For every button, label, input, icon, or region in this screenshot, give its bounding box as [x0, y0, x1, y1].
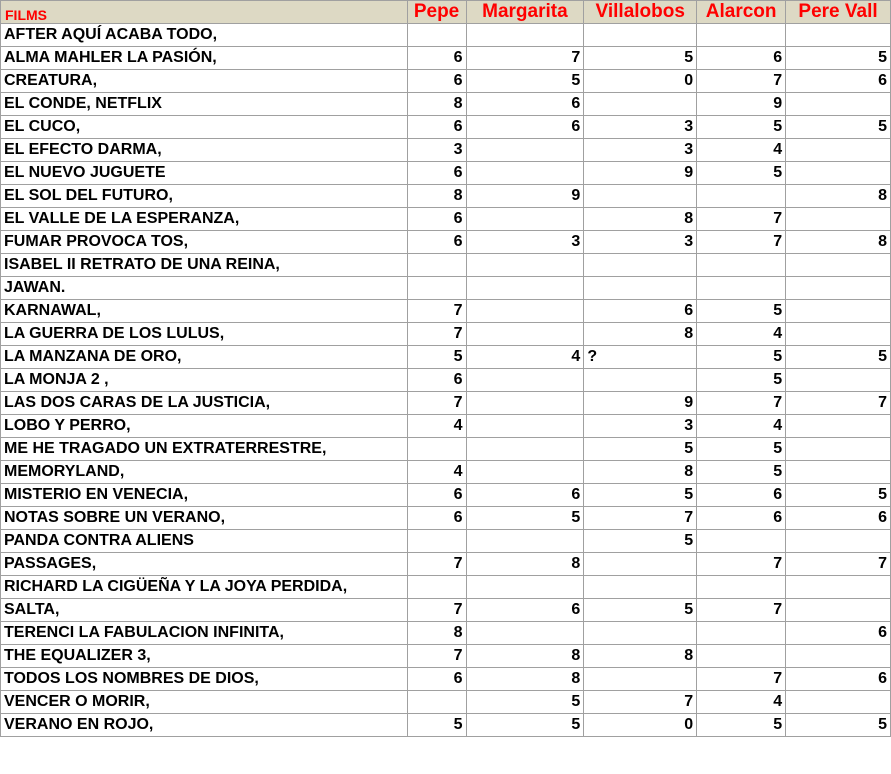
score-cell[interactable]: 7: [697, 231, 786, 254]
score-cell[interactable]: [466, 323, 584, 346]
score-cell[interactable]: 3: [407, 139, 466, 162]
film-title-cell[interactable]: PASSAGES,: [1, 553, 408, 576]
film-title-cell[interactable]: LOBO Y PERRO,: [1, 415, 408, 438]
critic-header-margarita[interactable]: Margarita: [466, 1, 584, 24]
score-cell[interactable]: 6: [786, 668, 891, 691]
score-cell[interactable]: 9: [466, 185, 584, 208]
score-cell[interactable]: [407, 576, 466, 599]
table-row: [1, 185, 891, 208]
film-title-cell[interactable]: NOTAS SOBRE UN VERANO,: [1, 507, 408, 530]
film-title-cell[interactable]: EL EFECTO DARMA,: [1, 139, 408, 162]
film-title-cell[interactable]: LAS DOS CARAS DE LA JUSTICIA,: [1, 392, 408, 415]
table-row: [1, 691, 891, 714]
score-cell[interactable]: [697, 254, 786, 277]
film-title-cell[interactable]: KARNAWAL,: [1, 300, 408, 323]
table-row: [1, 116, 891, 139]
score-cell[interactable]: 5: [584, 484, 697, 507]
score-cell[interactable]: [466, 208, 584, 231]
table-row: [1, 208, 891, 231]
score-cell[interactable]: 7: [407, 599, 466, 622]
score-cell[interactable]: [697, 24, 786, 47]
film-title-cell[interactable]: VENCER O MORIR,: [1, 691, 408, 714]
score-cell[interactable]: [786, 369, 891, 392]
score-cell[interactable]: 6: [407, 484, 466, 507]
score-cell[interactable]: [584, 185, 697, 208]
score-cell[interactable]: 9: [584, 162, 697, 185]
score-cell[interactable]: [786, 24, 891, 47]
table-row: [1, 438, 891, 461]
score-cell[interactable]: 5: [697, 346, 786, 369]
score-cell[interactable]: 6: [407, 507, 466, 530]
score-cell[interactable]: 5: [407, 714, 466, 737]
score-cell[interactable]: [584, 346, 697, 369]
table-row: [1, 645, 891, 668]
score-cell[interactable]: 4: [697, 691, 786, 714]
score-cell[interactable]: 3: [584, 116, 697, 139]
film-title-cell[interactable]: ME HE TRAGADO UN EXTRATERRESTRE,: [1, 438, 408, 461]
score-cell[interactable]: [786, 415, 891, 438]
score-cell[interactable]: 8: [584, 323, 697, 346]
score-cell[interactable]: 5: [466, 70, 584, 93]
score-cell[interactable]: [786, 530, 891, 553]
score-cell[interactable]: [466, 530, 584, 553]
score-cell[interactable]: 5: [786, 47, 891, 70]
table-row: [1, 530, 891, 553]
score-cell[interactable]: 8: [407, 185, 466, 208]
critic-header-villalobos[interactable]: Villalobos: [584, 1, 697, 24]
score-cell[interactable]: 7: [697, 208, 786, 231]
score-cell[interactable]: [466, 277, 584, 300]
score-cell[interactable]: 7: [697, 668, 786, 691]
score-cell[interactable]: 4: [407, 415, 466, 438]
score-cell[interactable]: 6: [466, 116, 584, 139]
score-cell[interactable]: 0: [584, 714, 697, 737]
score-cell[interactable]: 5: [466, 691, 584, 714]
score-cell[interactable]: [697, 530, 786, 553]
film-title-cell[interactable]: ISABEL II RETRATO DE UNA REINA,: [1, 254, 408, 277]
table-row: [1, 70, 891, 93]
film-title-cell[interactable]: JAWAN.: [1, 277, 408, 300]
score-cell[interactable]: 7: [786, 553, 891, 576]
score-cell[interactable]: 6: [466, 484, 584, 507]
score-cell[interactable]: [786, 208, 891, 231]
film-title-cell[interactable]: ALMA MAHLER LA PASIÓN,: [1, 47, 408, 70]
score-cell[interactable]: [407, 691, 466, 714]
score-cell[interactable]: [786, 300, 891, 323]
score-cell[interactable]: 5: [697, 300, 786, 323]
score-cell[interactable]: 7: [697, 392, 786, 415]
score-cell[interactable]: [697, 277, 786, 300]
table-row: [1, 369, 891, 392]
film-title-cell[interactable]: EL NUEVO JUGUETE: [1, 162, 408, 185]
score-cell[interactable]: [786, 645, 891, 668]
score-cell[interactable]: 3: [466, 231, 584, 254]
score-cell[interactable]: [786, 162, 891, 185]
film-title-cell[interactable]: LA GUERRA DE LOS LULUS,: [1, 323, 408, 346]
film-title-cell[interactable]: FUMAR PROVOCA TOS,: [1, 231, 408, 254]
score-cell[interactable]: 7: [697, 599, 786, 622]
score-cell[interactable]: 7: [697, 553, 786, 576]
score-cell[interactable]: 5: [697, 461, 786, 484]
film-title-cell[interactable]: SALTA,: [1, 599, 408, 622]
score-cell[interactable]: [786, 93, 891, 116]
score-cell[interactable]: 3: [584, 139, 697, 162]
film-title-cell[interactable]: RICHARD LA CIGÜEÑA Y LA JOYA PERDIDA,: [1, 576, 408, 599]
film-title-cell[interactable]: EL CONDE, NETFLIX: [1, 93, 408, 116]
film-title-cell[interactable]: TODOS LOS NOMBRES DE DIOS,: [1, 668, 408, 691]
score-cell[interactable]: 8: [407, 622, 466, 645]
film-title-cell[interactable]: LA MANZANA DE ORO,: [1, 346, 408, 369]
score-cell[interactable]: 5: [697, 438, 786, 461]
score-cell[interactable]: 5: [786, 484, 891, 507]
table-row: [1, 24, 891, 47]
critic-header-alarcon[interactable]: Alarcon: [697, 1, 786, 24]
score-cell[interactable]: 5: [407, 346, 466, 369]
score-cell[interactable]: [786, 599, 891, 622]
table-row: [1, 461, 891, 484]
films-column-header[interactable]: FILMS: [1, 1, 408, 24]
table-row: [1, 346, 891, 369]
score-cell[interactable]: [786, 254, 891, 277]
score-cell[interactable]: 5: [697, 369, 786, 392]
score-cell[interactable]: 6: [466, 599, 584, 622]
score-cell[interactable]: 5: [786, 714, 891, 737]
score-cell[interactable]: 5: [466, 507, 584, 530]
score-cell[interactable]: 6: [466, 93, 584, 116]
score-cell[interactable]: [466, 622, 584, 645]
score-cell[interactable]: [697, 576, 786, 599]
score-cell[interactable]: [584, 369, 697, 392]
score-cell[interactable]: 8: [466, 553, 584, 576]
table-row: [1, 277, 891, 300]
score-cell[interactable]: [466, 392, 584, 415]
score-cell[interactable]: 9: [584, 392, 697, 415]
score-cell[interactable]: 8: [466, 668, 584, 691]
film-title-cell[interactable]: EL VALLE DE LA ESPERANZA,: [1, 208, 408, 231]
table-row: [1, 553, 891, 576]
score-cell[interactable]: [786, 691, 891, 714]
table-row: [1, 622, 891, 645]
score-cell[interactable]: [466, 576, 584, 599]
table-row: [1, 668, 891, 691]
score-cell[interactable]: 3: [584, 415, 697, 438]
table-row: [1, 93, 891, 116]
score-cell[interactable]: 0: [584, 70, 697, 93]
critic-header-pepe[interactable]: Pepe: [407, 1, 466, 24]
score-cell[interactable]: [407, 254, 466, 277]
score-cell[interactable]: 6: [407, 47, 466, 70]
score-cell[interactable]: [697, 622, 786, 645]
table-row: [1, 392, 891, 415]
table-row: [1, 231, 891, 254]
score-cell[interactable]: [466, 139, 584, 162]
score-cell[interactable]: [786, 277, 891, 300]
table-row: [1, 47, 891, 70]
score-cell[interactable]: 6: [786, 622, 891, 645]
score-cell[interactable]: [584, 668, 697, 691]
film-title-cell[interactable]: AFTER AQUÍ ACABA TODO,: [1, 24, 408, 47]
score-cell[interactable]: 8: [584, 461, 697, 484]
score-cell[interactable]: 7: [407, 645, 466, 668]
score-cell[interactable]: 5: [697, 116, 786, 139]
score-cell[interactable]: [786, 461, 891, 484]
score-cell[interactable]: 8: [584, 645, 697, 668]
score-cell[interactable]: 4: [697, 323, 786, 346]
score-cell[interactable]: 7: [786, 392, 891, 415]
table-row: [1, 484, 891, 507]
score-cell[interactable]: 5: [697, 162, 786, 185]
score-cell[interactable]: [584, 254, 697, 277]
score-cell[interactable]: 8: [786, 231, 891, 254]
film-title-cell[interactable]: CREATURA,: [1, 70, 408, 93]
film-title-cell[interactable]: TERENCI LA FABULACION INFINITA,: [1, 622, 408, 645]
score-cell[interactable]: [466, 438, 584, 461]
film-title-cell[interactable]: MEMORYLAND,: [1, 461, 408, 484]
score-cell[interactable]: 5: [584, 47, 697, 70]
score-cell[interactable]: 6: [407, 369, 466, 392]
score-cell[interactable]: 6: [786, 70, 891, 93]
score-cell[interactable]: [466, 369, 584, 392]
score-cell[interactable]: [466, 24, 584, 47]
film-title-cell[interactable]: PANDA CONTRA ALIENS: [1, 530, 408, 553]
score-cell[interactable]: [584, 277, 697, 300]
score-cell[interactable]: 5: [584, 530, 697, 553]
table-row: [1, 599, 891, 622]
score-cell[interactable]: [466, 254, 584, 277]
score-cell[interactable]: 6: [697, 484, 786, 507]
score-cell[interactable]: [584, 622, 697, 645]
score-cell[interactable]: [407, 277, 466, 300]
score-cell[interactable]: 4: [697, 139, 786, 162]
table-row: [1, 576, 891, 599]
score-cell[interactable]: [407, 530, 466, 553]
table-row: [1, 415, 891, 438]
score-cell[interactable]: 5: [584, 438, 697, 461]
score-cell[interactable]: 5: [466, 714, 584, 737]
score-cell[interactable]: 5: [584, 599, 697, 622]
score-cell[interactable]: 4: [466, 346, 584, 369]
score-cell[interactable]: 6: [407, 668, 466, 691]
score-cell[interactable]: [466, 461, 584, 484]
score-cell[interactable]: 7: [407, 392, 466, 415]
film-title-cell[interactable]: VERANO EN ROJO,: [1, 714, 408, 737]
score-cell[interactable]: 5: [786, 346, 891, 369]
score-cell[interactable]: [697, 185, 786, 208]
table-row: [1, 714, 891, 737]
critic-header-pere-vall[interactable]: Pere Vall: [786, 1, 891, 24]
score-cell[interactable]: 6: [407, 231, 466, 254]
film-title-cell[interactable]: MISTERIO EN VENECIA,: [1, 484, 408, 507]
score-cell[interactable]: [697, 645, 786, 668]
score-cell[interactable]: [407, 24, 466, 47]
film-title-cell[interactable]: EL SOL DEL FUTURO,: [1, 185, 408, 208]
score-cell[interactable]: [584, 93, 697, 116]
score-cell[interactable]: [466, 415, 584, 438]
score-cell[interactable]: 8: [407, 93, 466, 116]
score-cell[interactable]: [786, 576, 891, 599]
score-cell[interactable]: 7: [584, 507, 697, 530]
score-cell[interactable]: [466, 162, 584, 185]
score-cell[interactable]: [786, 139, 891, 162]
score-cell[interactable]: 7: [407, 553, 466, 576]
film-title-cell[interactable]: THE EQUALIZER 3,: [1, 645, 408, 668]
score-cell[interactable]: 6: [697, 47, 786, 70]
table-row: [1, 162, 891, 185]
score-cell[interactable]: 7: [466, 47, 584, 70]
note-cell-text: ?: [587, 348, 598, 365]
score-cell[interactable]: [786, 323, 891, 346]
score-cell[interactable]: 7: [407, 323, 466, 346]
score-cell[interactable]: 6: [407, 70, 466, 93]
score-cell[interactable]: 6: [407, 208, 466, 231]
score-cell[interactable]: 4: [697, 415, 786, 438]
score-cell[interactable]: 8: [584, 208, 697, 231]
score-cell[interactable]: [786, 438, 891, 461]
score-cell[interactable]: 7: [407, 300, 466, 323]
score-cell[interactable]: 6: [407, 116, 466, 139]
score-cell[interactable]: 8: [786, 185, 891, 208]
score-cell[interactable]: 8: [466, 645, 584, 668]
score-cell[interactable]: 4: [407, 461, 466, 484]
table-row: [1, 139, 891, 162]
score-cell[interactable]: 6: [407, 162, 466, 185]
score-cell[interactable]: 7: [584, 691, 697, 714]
score-cell[interactable]: 3: [584, 231, 697, 254]
score-cell[interactable]: 9: [697, 93, 786, 116]
score-cell[interactable]: [584, 553, 697, 576]
score-cell[interactable]: [584, 24, 697, 47]
score-cell[interactable]: 5: [697, 714, 786, 737]
score-cell[interactable]: [407, 438, 466, 461]
table-row: [1, 323, 891, 346]
table-row: [1, 507, 891, 530]
film-title-cell[interactable]: EL CUCO,: [1, 116, 408, 139]
score-cell[interactable]: 6: [584, 300, 697, 323]
score-cell[interactable]: 7: [697, 70, 786, 93]
header-row: [1, 1, 891, 24]
table-row: [1, 254, 891, 277]
score-cell[interactable]: [584, 576, 697, 599]
score-cell[interactable]: 6: [697, 507, 786, 530]
table-row: [1, 300, 891, 323]
score-cell[interactable]: 6: [786, 507, 891, 530]
score-cell[interactable]: [466, 300, 584, 323]
film-title-cell[interactable]: LA MONJA 2 ,: [1, 369, 408, 392]
score-cell[interactable]: 5: [786, 116, 891, 139]
